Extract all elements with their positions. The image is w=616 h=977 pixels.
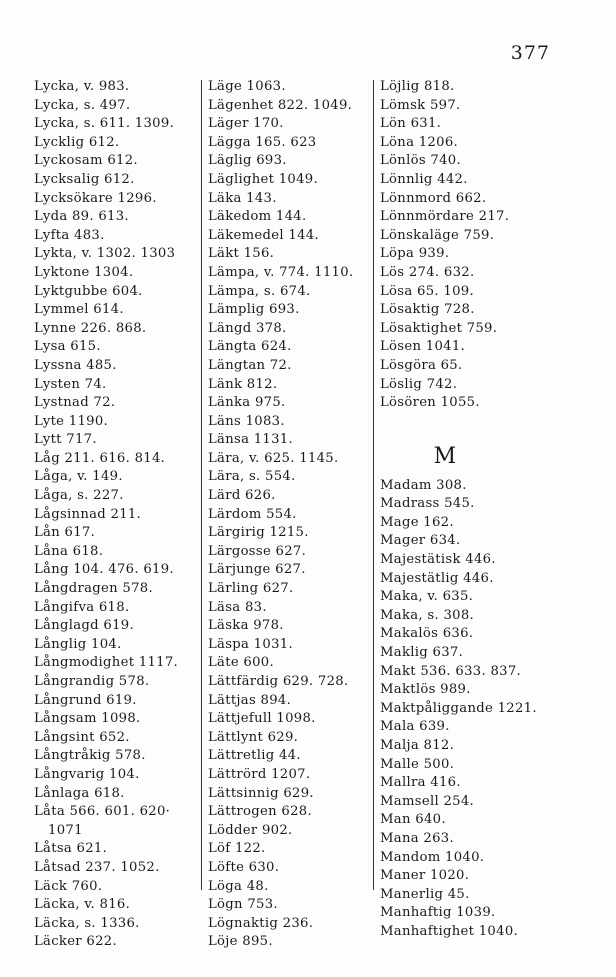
index-entry: Långdragen 578. [34, 581, 153, 597]
index-entry: Läka 143. [208, 190, 277, 206]
index-entry: Mala 639. [380, 719, 450, 735]
index-entry: Lämpa, s. 674. [208, 283, 311, 299]
index-entry: Maktlös 989. [380, 682, 471, 698]
index-entry: Lyckosam 612. [34, 153, 138, 169]
index-entry: Låna 618. [34, 543, 104, 559]
index-entry: Lönskaläge 759. [380, 227, 495, 243]
index-entry: Lönnmördare 217. [380, 209, 510, 225]
index-entry: Maktpåliggande 1221. [380, 700, 537, 716]
index-entry: Lögn 753. [208, 897, 278, 913]
index-entry: Länka 975. [208, 395, 286, 411]
index-entry: Maner 1020. [380, 868, 470, 884]
index-entry: Lyssna 485. [34, 357, 117, 373]
index-entry: Långsam 1098. [34, 711, 141, 727]
index-entry: Lågsinnad 211. [34, 506, 142, 522]
index-entry: Lösaktig 728. [380, 302, 475, 318]
index-entry: Lytt 717. [34, 432, 97, 448]
index-entry: Lättretlig 44. [208, 748, 301, 764]
index-entry: Löje 895. [208, 934, 273, 950]
index-entry-continuation: 1071 [48, 822, 83, 838]
index-entry: Läcker 622. [34, 934, 117, 950]
index-entry: Mana 263. [380, 830, 454, 846]
index-entry: Lägga 165. 623 [208, 134, 317, 150]
index-entry: Lån 617. [34, 525, 96, 541]
index-entry: Långvarig 104. [34, 766, 140, 782]
index-entry: Majestätisk 446. [380, 552, 496, 568]
index-entry: Låga, v. 149. [34, 469, 123, 485]
index-entry: Lättjefull 1098. [208, 711, 316, 727]
index-entry: Mamsell 254. [380, 793, 475, 809]
section-spacer [380, 413, 540, 437]
index-entry: Mallra 416. [380, 775, 461, 791]
index-entry: Läger 170. [208, 116, 284, 132]
index-entry: Lynne 226. 868. [34, 320, 147, 336]
index-entry: Mager 634. [380, 533, 461, 549]
index-entry: Löslig 742. [380, 376, 458, 392]
index-entry: Läska 978. [208, 618, 284, 634]
index-entry: Lycksalig 612. [34, 171, 135, 187]
index-entry: Mage 162. [380, 514, 454, 530]
index-entry: Löf 122. [208, 841, 266, 857]
index-entry: Lärjunge 627. [208, 562, 306, 578]
index-entry: Lycka, s. 497. [34, 97, 131, 113]
index-entry: Madrass 545. [380, 496, 475, 512]
index-entry: Lägenhet 822. 1049. [208, 97, 353, 113]
index-entry: Lättrogen 628. [208, 804, 312, 820]
index-entry: Långsint 652. [34, 729, 130, 745]
index-entry: Lärgirig 1215. [208, 525, 309, 541]
index-entry: Långlagd 619. [34, 618, 134, 634]
index-entry: Löpa 939. [380, 246, 450, 262]
index-entry: Lång 104. 476. 619. [34, 562, 174, 578]
index-entry: Läkedom 144. [208, 209, 307, 225]
index-column-1 [34, 78, 194, 952]
index-entry: Malja 812. [380, 738, 455, 753]
index-entry: Lönnmord 662. [380, 190, 487, 206]
index-entry: Madam 308. [380, 477, 467, 493]
index-entry: Lömsk 597. [380, 97, 461, 113]
index-entry: Lära, v. 625. 1145. [208, 450, 339, 466]
index-entry: Lättfärdig 629. 728. [208, 674, 349, 689]
index-column-2 [208, 78, 368, 952]
index-entry: Lärd 626. [208, 488, 276, 504]
column-divider [201, 80, 202, 890]
index-entry: Läglighet 1049. [208, 171, 318, 187]
index-entry: Löjlig 818. [380, 79, 455, 94]
index-entry: Lärdom 554. [208, 506, 297, 522]
index-entry: Lykta, v. 1302. 1303 [34, 246, 176, 262]
index-entry: Lödder 902. [208, 822, 293, 838]
index-entry: Lystnad 72. [34, 395, 116, 411]
index-entry: Låtsad 237. 1052. [34, 859, 160, 875]
index-entry: Lögnaktig 236. [208, 915, 314, 931]
index-entry: Man 640. [380, 812, 446, 828]
index-entry: Lärgosse 627. [208, 543, 307, 559]
index-entry: Lättsinnig 629. [208, 785, 314, 801]
index-entry: Lysa 615. [34, 339, 101, 355]
index-entry: Långrandig 578. [34, 674, 150, 689]
index-entry: Lycklig 612. [34, 134, 120, 150]
index-entry: Lära, s. 554. [208, 469, 296, 485]
index-entry: Lyktone 1304. [34, 264, 134, 280]
index-entry: Löfte 630. [208, 859, 280, 875]
index-entry: Lärling 627. [208, 581, 294, 597]
index-entry: Långlig 104. [34, 636, 122, 652]
index-entry: Lycka, s. 611. 1309. [34, 116, 175, 132]
index-entry: Läkt 156. [208, 246, 275, 262]
index-entry: Längd 378. [208, 320, 287, 336]
index-entry: Makalös 636. [380, 626, 474, 642]
index-entry: Makt 536. 633. 837. [380, 663, 522, 679]
index-entry: Lättrörd 1207. [208, 766, 311, 782]
index-entry: Lönlös 740. [380, 153, 461, 169]
index-entry: Låg 211. 616. 814. [34, 450, 166, 466]
section-heading-m: M [433, 443, 457, 469]
index-entry: Lyktgubbe 604. [34, 283, 143, 299]
index-entry: Lättjas 894. [208, 692, 292, 708]
index-entry: Lösaktighet 759. [380, 320, 498, 336]
index-entry: Maka, v. 635. [380, 589, 474, 605]
index-entry: Lön 631. [380, 116, 442, 132]
index-entry: Lättlynt 629. [208, 729, 299, 745]
index-entry: Långrund 619. [34, 692, 137, 708]
index-entry: Malle 500. [380, 756, 455, 772]
index-entry: Manhaftighet 1040. [380, 923, 518, 939]
index-entry: Lönnlig 442. [380, 171, 468, 187]
index-entry: Läck 760. [34, 878, 103, 894]
index-entry: Läte 600. [208, 655, 274, 671]
index-entry: Lyte 1190. [34, 413, 109, 429]
index-entry: Löga 48. [208, 878, 269, 894]
index-entry: Lysten 74. [34, 376, 107, 392]
index-entry: Läcka, s. 1336. [34, 915, 140, 931]
index-entry: Manerlig 45. [380, 886, 470, 902]
index-entry: Lösgöra 65. [380, 357, 463, 373]
index-entry: Långmodighet 1117. [34, 655, 179, 671]
index-entry: Lösören 1055. [380, 395, 480, 411]
index-entry: Manhaftig 1039. [380, 905, 496, 921]
index-entry: Långtråkig 578. [34, 748, 146, 764]
column-divider [373, 80, 374, 890]
index-entry: Lämpa, v. 774. 1110. [208, 264, 354, 280]
index-entry: Längta 624. [208, 339, 292, 355]
index-entry: Mandom 1040. [380, 849, 485, 865]
index-entry: Läge 1063. [208, 79, 286, 94]
index-entry: Lämplig 693. [208, 302, 300, 318]
index-column-3 [380, 78, 540, 942]
index-entry: Lös 274. 632. [380, 264, 475, 280]
index-entry: Läns 1083. [208, 413, 285, 429]
index-entry: Lycka, v. 983. [34, 79, 130, 94]
index-entry: Lösa 65. 109. [380, 283, 474, 299]
index-entry: Lycksökare 1296. [34, 190, 157, 206]
page-number: 377 [510, 42, 550, 64]
index-entry: Lösen 1041. [380, 339, 466, 355]
index-entry: Läcka, v. 816. [34, 897, 131, 913]
index-entry: Längtan 72. [208, 357, 292, 373]
index-entry: Läglig 693. [208, 153, 287, 169]
index-entry: Länk 812. [208, 376, 278, 392]
index-entry: Majestätlig 446. [380, 570, 494, 586]
index-entry: Lyda 89. 613. [34, 209, 129, 225]
index-entry: Läspa 1031. [208, 636, 293, 652]
index-entry: Låga, s. 227. [34, 488, 124, 504]
index-entry: Läsa 83. [208, 599, 267, 615]
index-entry: Lymmel 614. [34, 302, 124, 318]
index-entry: Löna 1206. [380, 134, 458, 150]
index-entry: Lånlaga 618. [34, 785, 125, 801]
index-entry: Maklig 637. [380, 645, 464, 661]
index-entry: Låtsa 621. [34, 841, 108, 857]
index-entry: Länsa 1131. [208, 432, 293, 448]
index-entry: Låta 566. 601. 620· [34, 804, 171, 820]
index-entry: Långifva 618. [34, 599, 130, 615]
index-entry: Lyfta 483. [34, 227, 105, 243]
index-entry: Läkemedel 144. [208, 227, 319, 243]
index-entry: Maka, s. 308. [380, 607, 475, 623]
